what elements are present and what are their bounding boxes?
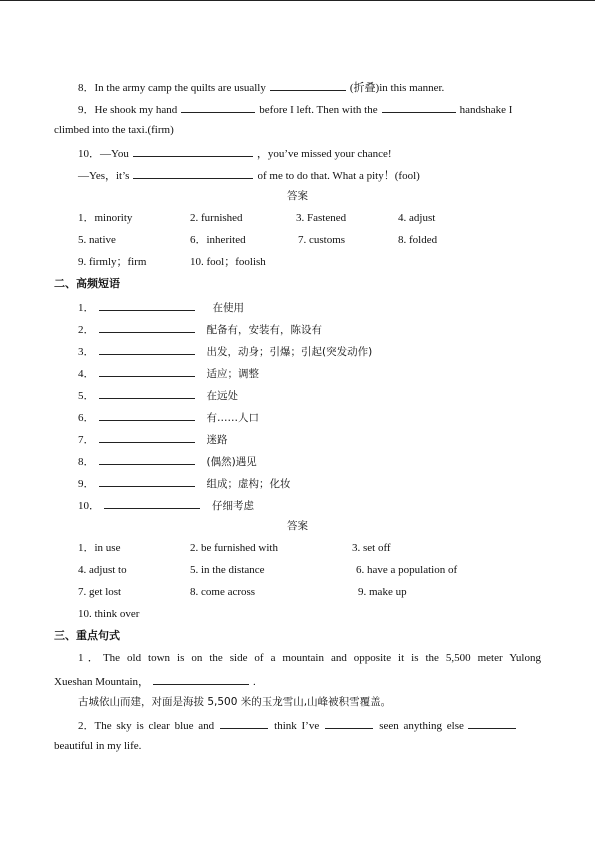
phrase-row	[78, 431, 228, 447]
answers-heading: 答案	[287, 190, 308, 202]
phrase-number: 1．	[78, 302, 95, 314]
sentence-1-translation: 古城依山而建，对面是海拔 5,500 米的玉龙雪山,山峰被积雪覆盖。	[78, 696, 392, 708]
question-text: of me to do that. What a pity！(fool)	[257, 170, 420, 182]
question-text: In the army camp the quilts are usually	[94, 82, 266, 94]
phrase-meaning: 在使用	[212, 302, 244, 314]
section-heading: 二、高频短语	[54, 277, 120, 290]
answer-blank[interactable]	[220, 717, 268, 729]
answer-item: 8. folded	[398, 234, 438, 246]
phrase-meaning: 出发，动身；引爆；引起(突发动作)	[206, 346, 373, 358]
phrase-number: 5．	[78, 390, 95, 402]
sentence-2-line-1	[78, 717, 520, 733]
answer-item: 10. fool；foolish	[190, 256, 266, 268]
answer-item: 9. make up	[358, 586, 407, 598]
sentence-number: 2．	[78, 720, 95, 732]
phrase-meaning: 组成；虚构；化妆	[206, 478, 291, 490]
phrase-blank[interactable]	[99, 453, 195, 465]
sentence-text: seen anything else	[379, 720, 464, 732]
question-text: —Yes，it’s	[78, 170, 130, 182]
answer-item: 7. customs	[298, 234, 346, 246]
sentence-1-line-1: 1．The old town is on the side of a mountain and opposite it is the 5,500 meter Yulong	[78, 652, 541, 664]
phrase-number: 9．	[78, 478, 95, 490]
answer-item: 6．inherited	[190, 234, 246, 246]
question-text: He shook my hand	[94, 104, 178, 116]
phrase-row	[78, 497, 254, 513]
answer-item: 7. get lost	[78, 586, 122, 598]
answer-item: 4. adjust to	[78, 564, 127, 576]
question-10-line-b	[78, 167, 420, 183]
phrase-number: 3．	[78, 346, 95, 358]
phrase-meaning: 迷路	[206, 434, 228, 446]
answer-item: 3. Fastened	[296, 212, 347, 224]
answer-blank[interactable]	[133, 145, 253, 157]
phrase-meaning: 适应；调整	[206, 368, 259, 380]
question-8	[78, 79, 444, 95]
phrase-meaning: 在远处	[206, 390, 238, 402]
sentence-1-line-2	[54, 673, 256, 689]
phrase-row	[78, 299, 244, 315]
answer-blank[interactable]	[153, 673, 249, 685]
phrase-row	[78, 453, 257, 469]
answers-heading: 答案	[287, 520, 308, 532]
answer-blank[interactable]	[382, 101, 456, 113]
answer-item: 2. be furnished with	[190, 542, 278, 554]
phrase-meaning: 有……人口	[206, 412, 259, 424]
question-number: 8．	[78, 82, 95, 94]
question-number: 9．	[78, 104, 95, 116]
phrase-row	[78, 409, 259, 425]
question-text: handshake I	[459, 104, 513, 116]
answer-item: 4. adjust	[398, 212, 436, 224]
phrase-blank[interactable]	[99, 409, 195, 421]
answer-item: 1．minority	[78, 212, 133, 224]
phrase-blank[interactable]	[99, 475, 195, 487]
question-text: before I left. Then with the	[259, 104, 378, 116]
phrase-number: 4．	[78, 368, 95, 380]
phrase-number: 10．	[78, 500, 100, 512]
phrase-blank[interactable]	[99, 343, 195, 355]
answer-blank[interactable]	[181, 101, 255, 113]
question-text: —You	[100, 148, 129, 160]
answer-item: 1．in use	[78, 542, 121, 554]
page-top-rule	[0, 0, 595, 1]
sentence-text: think I’ve	[274, 720, 320, 732]
sentence-text: .	[253, 676, 256, 688]
answer-blank[interactable]	[468, 717, 516, 729]
sentence-text: Xueshan Mountain，	[54, 676, 150, 688]
answer-item: 5. in the distance	[190, 564, 265, 576]
sentence-text: The sky is clear blue and	[94, 720, 215, 732]
question-text: (折叠)in this manner.	[349, 82, 445, 94]
answer-blank[interactable]	[325, 717, 373, 729]
phrase-row	[78, 475, 291, 491]
sentence-2-line-2: beautiful in my life.	[54, 740, 142, 752]
question-9	[78, 101, 512, 117]
phrase-blank[interactable]	[99, 365, 195, 377]
phrase-blank[interactable]	[99, 387, 195, 399]
answer-item: 6. have a population of	[356, 564, 458, 576]
answer-item: 8. come across	[190, 586, 256, 598]
phrase-row	[78, 343, 372, 359]
phrase-meaning: 仔细考虑	[212, 500, 254, 512]
question-text: ，you’ve missed your chance!	[256, 148, 392, 160]
answer-blank[interactable]	[270, 79, 346, 91]
phrase-blank[interactable]	[99, 299, 195, 311]
phrase-meaning: 配备有，安装有，陈设有	[206, 324, 322, 336]
phrase-row	[78, 387, 238, 403]
question-10-line-a	[78, 145, 392, 161]
section-heading: 三、重点句式	[54, 629, 120, 642]
phrase-meaning: (偶然)遇见	[206, 456, 257, 468]
phrase-number: 8．	[78, 456, 95, 468]
phrase-blank[interactable]	[99, 321, 195, 333]
phrase-blank[interactable]	[99, 431, 195, 443]
answer-item: 5. native	[78, 234, 116, 246]
question-9-continuation: climbed into the taxi.(firm)	[54, 124, 174, 136]
answer-blank[interactable]	[133, 167, 253, 179]
phrase-blank[interactable]	[104, 497, 200, 509]
phrase-row	[78, 321, 322, 337]
answer-item: 9. firmly；firm	[78, 256, 147, 268]
phrase-number: 7．	[78, 434, 95, 446]
question-number: 10．	[78, 148, 100, 160]
answer-item: 2. furnished	[190, 212, 243, 224]
phrase-row	[78, 365, 259, 381]
phrase-number: 6．	[78, 412, 95, 424]
answer-item: 10. think over	[78, 608, 140, 620]
answer-item: 3. set off	[352, 542, 391, 554]
phrase-number: 2．	[78, 324, 95, 336]
